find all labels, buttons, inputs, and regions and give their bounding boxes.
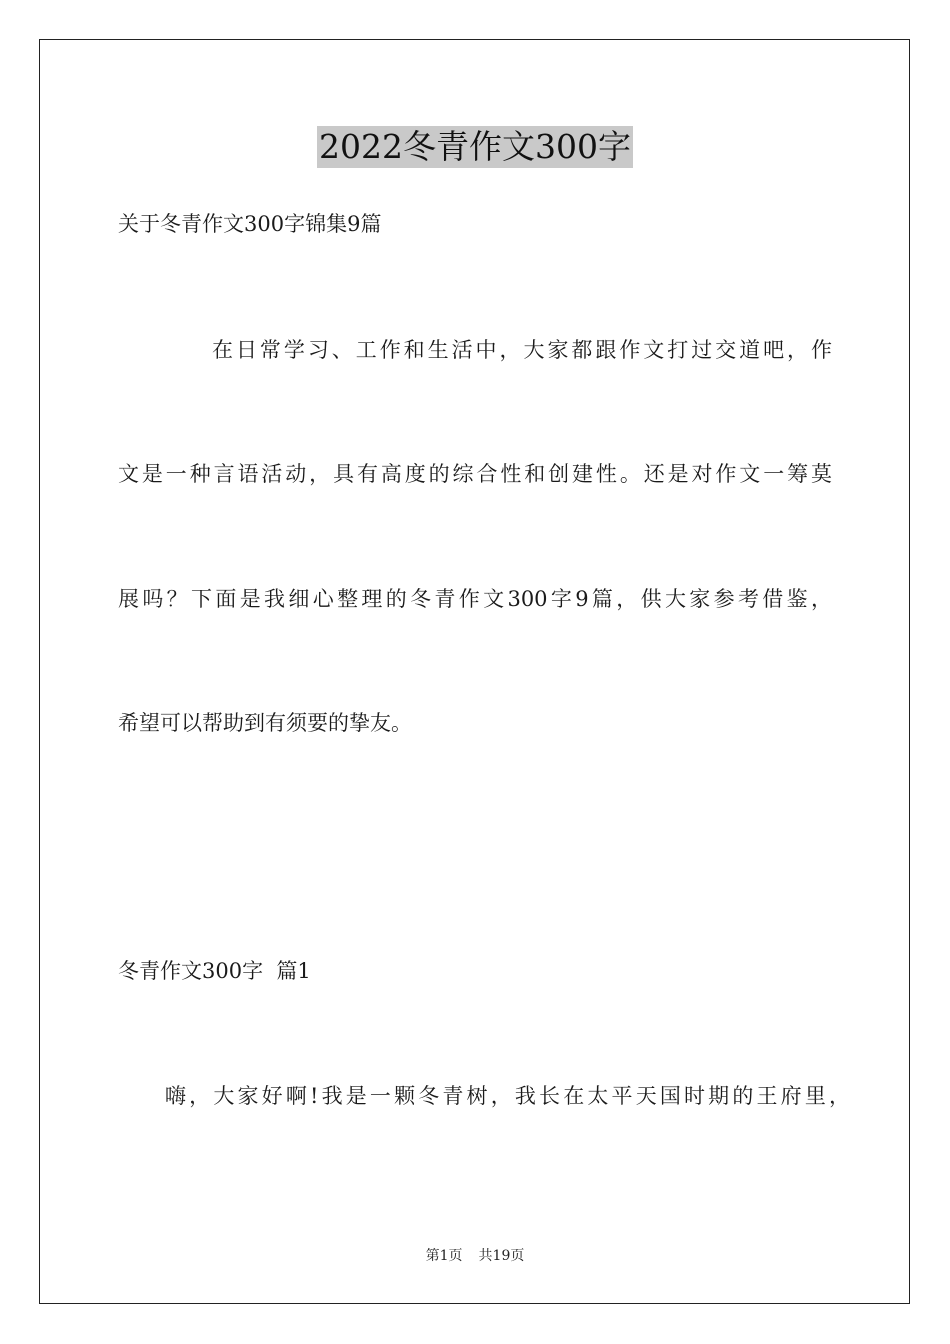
page-number: 第1页 [425,1248,463,1264]
intro-line-2: 文是一种言语活动，具有高度的综合性和创建性。还是对作文一筹莫 [118,462,832,486]
section-heading: 冬青作文300字 篇1 [118,959,311,983]
title-container [0,126,950,168]
section-line-1: 嗨，大家好啊!我是一颗冬青树，我长在太平天国时期的王府里， [165,1084,850,1108]
page-footer [0,1246,950,1266]
intro-line-3: 展吗？下面是我细心整理的冬青作文300字9篇，供大家参考借鉴， [118,587,832,611]
intro-line-4: 希望可以帮助到有须要的挚友。 [118,711,412,735]
document-subtitle: 关于冬青作文300字锦集9篇 [118,212,382,236]
page-total: 共19页 [478,1248,525,1264]
intro-line-1: 在日常学习、工作和生活中，大家都跟作文打过交道吧，作 [212,338,832,362]
document-title: 2022冬青作文300字 [319,127,631,166]
